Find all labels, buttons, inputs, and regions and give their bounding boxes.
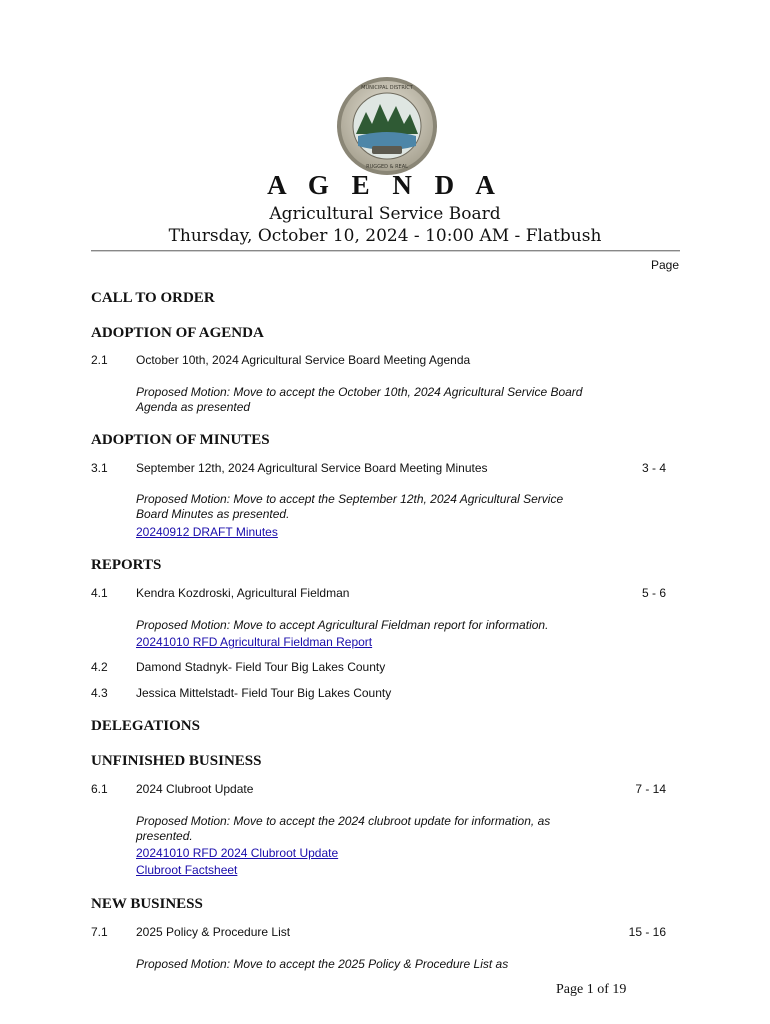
page-column-label: Page [650,258,679,272]
item-number: 4.1 [91,586,108,600]
section-adoption-of-minutes: ADOPTION OF MINUTES [91,432,270,448]
item-number: 4.2 [91,660,108,674]
section-new-business: NEW BUSINESS [91,896,203,912]
proposed-motion-3-1: Proposed Motion: Move to accept the September 12th, 2024 Agricultural Service Board Minutes as presented. [136,492,564,521]
agenda-item-2-1: October 10th, 2024 Agricultural Service Board Meeting Agenda [136,353,471,367]
item-number: 6.1 [91,782,108,796]
proposed-motion-4-1: Proposed Motion: Move to accept Agricultural Fieldman report for information. [136,618,549,632]
item-number: 2.1 [91,353,108,367]
svg-text:MUNICIPAL DISTRICT: MUNICIPAL DISTRICT [361,85,413,91]
proposed-motion-2-1: Proposed Motion: Move to accept the October 10th, 2024 Agricultural Service Board Agenda as presented [136,385,583,414]
agenda-item-4-2: Damond Stadnyk- Field Tour Big Lakes County [136,660,386,674]
section-unfinished-business: UNFINISHED BUSINESS [91,753,262,769]
header-divider [91,250,680,252]
agenda-item-3-1: September 12th, 2024 Agricultural Service Board Meeting Minutes [136,461,488,475]
agenda-item-7-1: 2025 Policy & Procedure List [136,925,291,939]
item-number: 7.1 [91,925,108,939]
agenda-item-4-1: Kendra Kozdroski, Agricultural Fieldman [136,586,350,600]
page-range-7-1: 15 - 16 [628,925,666,939]
section-delegations: DELEGATIONS [91,718,200,734]
page-range-3-1: 3 - 4 [641,461,666,475]
page-number-footer: Page 1 of 19 [556,982,627,997]
svg-text:RUGGED & REAL: RUGGED & REAL [366,164,408,170]
section-adoption-of-agenda: ADOPTION OF AGENDA [91,325,264,341]
link-clubroot-factsheet[interactable]: Clubroot Factsheet [136,863,238,877]
page-range-6-1: 7 - 14 [635,782,666,796]
item-number: 3.1 [91,461,108,475]
municipal-seal-logo [336,76,438,176]
item-number: 4.3 [91,686,108,700]
agenda-item-6-1: 2024 Clubroot Update [136,782,254,796]
link-draft-minutes[interactable]: 20240912 DRAFT Minutes [136,525,278,539]
proposed-motion-7-1: Proposed Motion: Move to accept the 2025 Policy & Procedure List as [136,957,509,971]
link-fieldman-report[interactable]: 20241010 RFD Agricultural Fieldman Report [136,635,373,649]
meeting-details: Thursday, October 10, 2024 - 10:00 AM - Flatbush [168,226,602,246]
board-name: Agricultural Service Board [269,204,501,224]
section-call-to-order: CALL TO ORDER [91,290,215,306]
proposed-motion-6-1: Proposed Motion: Move to accept the 2024 clubroot update for information, as presented. [136,814,551,843]
agenda-item-4-3: Jessica Mittelstadt- Field Tour Big Lakes County [136,686,392,700]
link-clubroot-update[interactable]: 20241010 RFD 2024 Clubroot Update [136,846,339,860]
section-reports: REPORTS [91,557,162,573]
agenda-title: A G E N D A [267,170,503,200]
page-range-4-1: 5 - 6 [641,586,666,600]
